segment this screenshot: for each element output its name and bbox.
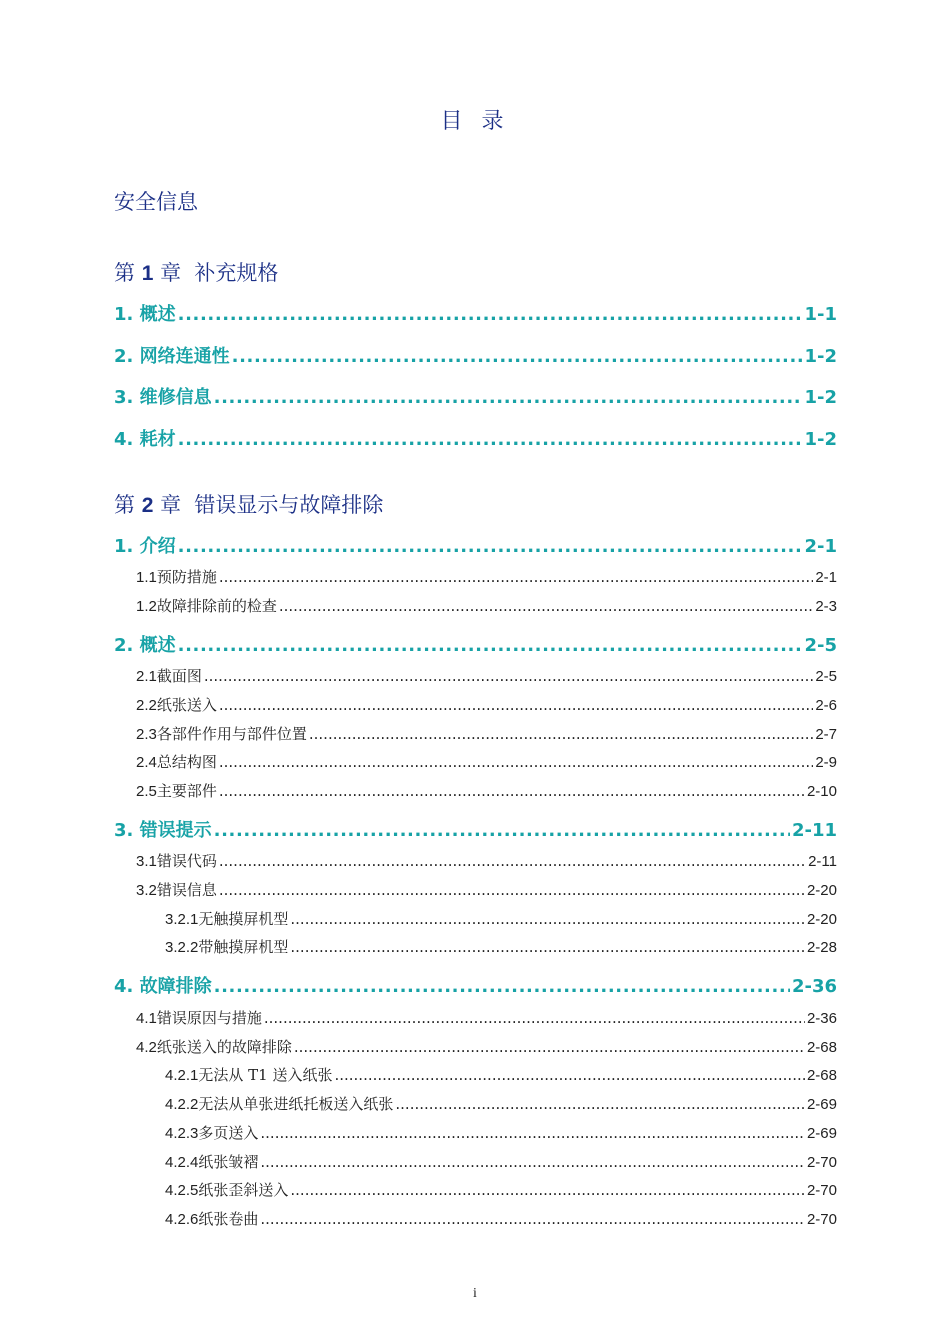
toc-entry-page: 2-1 bbox=[815, 569, 837, 586]
toc-entry-label: 1. 介绍 bbox=[114, 536, 176, 557]
toc-entry-page: 2-20 bbox=[806, 911, 837, 928]
chapter-title: 补充规格 bbox=[194, 261, 279, 285]
toc-subsection-entry[interactable] bbox=[136, 879, 837, 899]
toc-entry-label: 错误代码 bbox=[156, 852, 217, 870]
toc-section-entry[interactable] bbox=[114, 972, 837, 996]
toc-entry-page: 2-10 bbox=[806, 783, 837, 800]
toc-subsection-entry[interactable] bbox=[136, 1007, 837, 1027]
toc-entry-number: 2.4 bbox=[136, 754, 157, 771]
toc-entry-page: 2-68 bbox=[806, 1067, 837, 1084]
toc-entry-label: 4. 耗材 bbox=[114, 429, 176, 450]
toc-entry-page: 2-69 bbox=[806, 1096, 837, 1113]
toc-section-entry[interactable] bbox=[114, 425, 837, 449]
dot-leader bbox=[219, 782, 805, 800]
toc-entry-label: 纸张歪斜送入 bbox=[198, 1181, 289, 1199]
toc-entry-number: 3.2.2 bbox=[165, 939, 199, 956]
toc-subsection-entry[interactable] bbox=[165, 1151, 837, 1171]
dot-leader bbox=[290, 910, 805, 928]
dot-leader bbox=[219, 696, 813, 714]
dot-leader bbox=[178, 536, 803, 557]
dot-leader bbox=[232, 346, 803, 367]
chapter-2-heading[interactable] bbox=[114, 489, 383, 519]
toc-subsection-entry[interactable] bbox=[136, 850, 837, 870]
toc-entry-label: 截面图 bbox=[156, 667, 202, 685]
toc-entry-label: 错误原因与措施 bbox=[156, 1009, 262, 1027]
toc-entry-number: 4.1 bbox=[136, 1010, 157, 1027]
toc-subsection-entry[interactable] bbox=[136, 751, 837, 771]
toc-entry-label: 1. 概述 bbox=[114, 304, 176, 325]
toc-subsection-entry[interactable] bbox=[136, 694, 837, 714]
chapter-prefix: 第 bbox=[114, 261, 135, 285]
dot-leader bbox=[178, 635, 803, 656]
toc-entry-number: 1.1 bbox=[136, 569, 157, 586]
dot-leader bbox=[178, 304, 803, 325]
toc-entry-number: 4.2.3 bbox=[165, 1125, 199, 1142]
toc-entry-page: 2-5 bbox=[815, 668, 837, 685]
toc-subsection-entry[interactable] bbox=[165, 1064, 837, 1084]
toc-entry-page: 2-5 bbox=[804, 635, 837, 656]
toc-section-entry[interactable] bbox=[114, 383, 837, 407]
dot-leader bbox=[178, 429, 803, 450]
dot-leader bbox=[204, 667, 813, 685]
toc-subsection-entry[interactable] bbox=[136, 1036, 837, 1056]
dot-leader bbox=[214, 820, 790, 841]
toc-subsection-entry[interactable] bbox=[136, 780, 837, 800]
toc-entry-page: 2-11 bbox=[808, 853, 837, 870]
dot-leader bbox=[264, 1009, 805, 1027]
toc-entry-label: 2. 概述 bbox=[114, 635, 176, 656]
toc-entry-number: 2.3 bbox=[136, 726, 157, 743]
dot-leader bbox=[309, 725, 813, 743]
dot-leader bbox=[334, 1066, 805, 1084]
toc-entry-page: 2-11 bbox=[791, 820, 837, 841]
toc-entry-label: 无法从 T1 送入纸张 bbox=[198, 1066, 333, 1084]
toc-entry-label: 2. 网络连通性 bbox=[114, 346, 230, 367]
dot-leader bbox=[260, 1124, 805, 1142]
toc-entry-page: 2-20 bbox=[806, 882, 837, 899]
toc-entry-number: 3.2.1 bbox=[165, 911, 199, 928]
safety-heading[interactable]: 安全信息 bbox=[114, 190, 198, 214]
toc-entry-page: 2-3 bbox=[815, 598, 837, 615]
chapter-number: 2 bbox=[141, 494, 154, 517]
dot-leader bbox=[290, 1181, 805, 1199]
toc-entry-label: 多页送入 bbox=[198, 1124, 259, 1142]
toc-entry-page: 2-70 bbox=[806, 1211, 837, 1228]
toc-subsection-entry[interactable] bbox=[165, 1093, 837, 1113]
chapter-number: 1 bbox=[141, 262, 154, 285]
toc-entry-label: 总结构图 bbox=[156, 753, 217, 771]
toc-entry-page: 2-68 bbox=[806, 1039, 837, 1056]
toc-entry-label: 无法从单张进纸托板送入纸张 bbox=[198, 1095, 394, 1113]
dot-leader bbox=[219, 568, 813, 586]
toc-entry-label: 错误信息 bbox=[156, 881, 217, 899]
toc-subsection-entry[interactable] bbox=[165, 1179, 837, 1199]
toc-entry-page: 2-36 bbox=[806, 1010, 837, 1027]
toc-entry-label: 预防措施 bbox=[156, 568, 217, 586]
toc-subsection-entry[interactable] bbox=[165, 1208, 837, 1228]
toc-entry-page: 2-6 bbox=[815, 697, 837, 714]
toc-subsection-entry[interactable] bbox=[165, 908, 837, 928]
toc-entry-label: 各部件作用与部件位置 bbox=[156, 725, 307, 743]
toc-entry-page: 1-2 bbox=[804, 346, 837, 367]
toc-section-entry[interactable] bbox=[114, 532, 837, 556]
toc-entry-page: 1-2 bbox=[804, 429, 837, 450]
toc-entry-label: 无触摸屏机型 bbox=[198, 910, 289, 928]
dot-leader bbox=[214, 387, 803, 408]
toc-subsection-entry[interactable] bbox=[165, 1122, 837, 1142]
dot-leader bbox=[260, 1153, 805, 1171]
dot-leader bbox=[260, 1210, 805, 1228]
toc-subsection-entry[interactable] bbox=[136, 723, 837, 743]
dot-leader bbox=[214, 976, 790, 997]
toc-entry-number: 4.2 bbox=[136, 1039, 157, 1056]
page-number: i bbox=[473, 1286, 477, 1301]
toc-entry-number: 2.5 bbox=[136, 783, 157, 800]
chapter-title: 错误显示与故障排除 bbox=[194, 493, 384, 517]
toc-entry-number: 2.1 bbox=[136, 668, 157, 685]
toc-entry-page: 2-36 bbox=[791, 976, 837, 997]
toc-section-entry[interactable] bbox=[114, 631, 837, 655]
toc-entry-page: 2-70 bbox=[806, 1182, 837, 1199]
toc-entry-page: 2-28 bbox=[806, 939, 837, 956]
toc-entry-number: 4.2.1 bbox=[165, 1067, 199, 1084]
toc-subsection-entry[interactable] bbox=[136, 665, 837, 685]
toc-entry-number: 3.1 bbox=[136, 853, 157, 870]
chapter-suffix: 章 bbox=[160, 493, 182, 517]
chapter-1-heading[interactable] bbox=[114, 257, 278, 287]
dot-leader bbox=[219, 881, 805, 899]
toc-entry-label: 纸张送入的故障排除 bbox=[156, 1038, 292, 1056]
toc-entry-number: 4.2.2 bbox=[165, 1096, 199, 1113]
toc-entry-number: 1.2 bbox=[136, 598, 157, 615]
toc-entry-label: 纸张送入 bbox=[156, 696, 217, 714]
toc-entry-number: 4.2.5 bbox=[165, 1182, 199, 1199]
toc-subsection-entry[interactable] bbox=[136, 566, 837, 586]
toc-entry-label: 主要部件 bbox=[156, 782, 217, 800]
chapter-prefix: 第 bbox=[114, 493, 135, 517]
toc-entry-label: 3. 维修信息 bbox=[114, 387, 212, 408]
toc-section-entry[interactable] bbox=[114, 300, 837, 324]
toc-entry-number: 3.2 bbox=[136, 882, 157, 899]
dot-leader bbox=[294, 1038, 805, 1056]
toc-entry-label: 3. 错误提示 bbox=[114, 820, 212, 841]
toc-entry-number: 4.2.6 bbox=[165, 1211, 199, 1228]
toc-entry-page: 2-1 bbox=[804, 536, 837, 557]
dot-leader bbox=[395, 1095, 805, 1113]
toc-entry-number: 2.2 bbox=[136, 697, 157, 714]
chapter-suffix: 章 bbox=[160, 261, 182, 285]
toc-subsection-entry[interactable] bbox=[136, 595, 837, 615]
toc-entry-page: 2-7 bbox=[815, 726, 837, 743]
toc-entry-label: 4. 故障排除 bbox=[114, 976, 212, 997]
toc-entry-page: 1-1 bbox=[804, 304, 837, 325]
dot-leader bbox=[279, 597, 813, 615]
dot-leader bbox=[219, 852, 806, 870]
toc-entry-page: 2-9 bbox=[815, 754, 837, 771]
toc-entry-number: 4.2.4 bbox=[165, 1154, 199, 1171]
toc-entry-page: 2-70 bbox=[806, 1154, 837, 1171]
toc-entry-label: 纸张卷曲 bbox=[198, 1210, 259, 1228]
dot-leader bbox=[290, 938, 805, 956]
page-title: 目 录 bbox=[440, 109, 510, 134]
toc-entry-page: 2-69 bbox=[806, 1125, 837, 1142]
toc-subsection-entry[interactable] bbox=[165, 936, 837, 956]
toc-section-entry[interactable] bbox=[114, 816, 837, 840]
toc-entry-label: 故障排除前的检查 bbox=[156, 597, 277, 615]
toc-section-entry[interactable] bbox=[114, 342, 837, 366]
toc-entry-label: 带触摸屏机型 bbox=[198, 938, 289, 956]
dot-leader bbox=[219, 753, 813, 771]
toc-entry-page: 1-2 bbox=[804, 387, 837, 408]
toc-entry-label: 纸张皱褶 bbox=[198, 1153, 259, 1171]
